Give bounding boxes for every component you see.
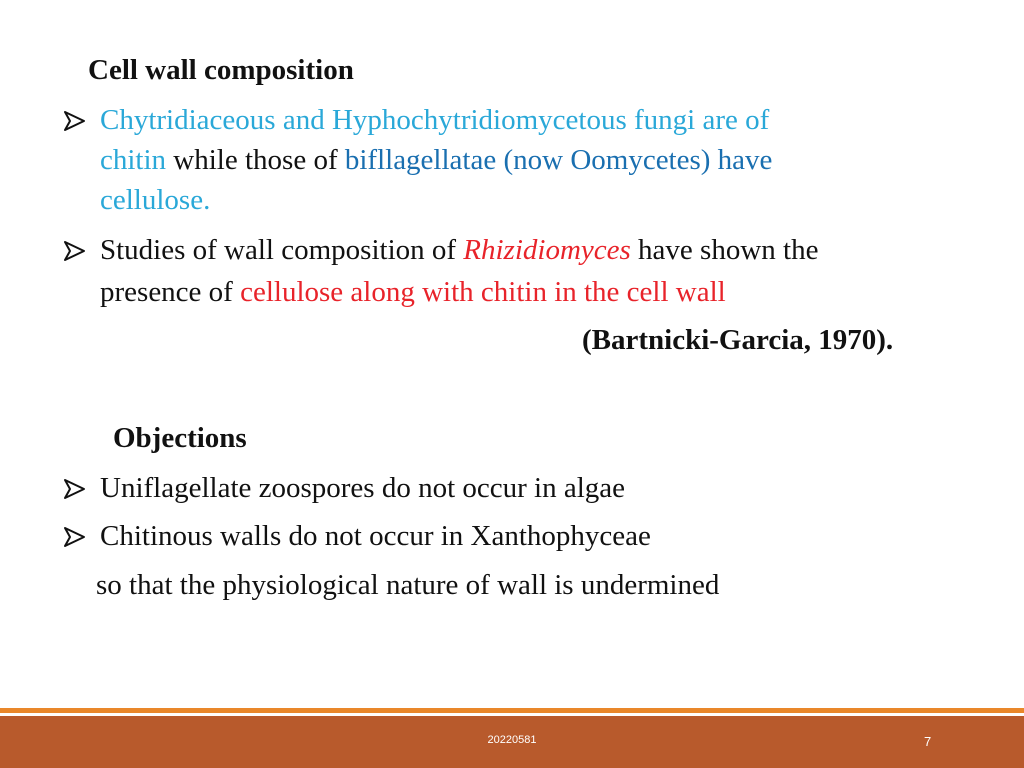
footer-bar bbox=[0, 716, 1024, 768]
bullet2-highlight: cellulose along with chitin in the cell wall bbox=[240, 276, 726, 308]
bullet3: Uniflagellate zoospores do not occur in algae bbox=[100, 472, 626, 504]
bullet4: Chitinous walls do not occur in Xanthophyceae bbox=[100, 520, 651, 552]
bullet1-line2 bbox=[100, 140, 772, 180]
bullet1-line1: Chytridiaceous and Hyphochytridiomycetous fungi are of bbox=[100, 104, 770, 136]
bullet1-chitin: chitin bbox=[100, 144, 167, 176]
footer-accent-line bbox=[0, 708, 1024, 713]
bullet1-oomycetes: bifllagellatae (now Oomycetes) have bbox=[344, 144, 773, 176]
note: so that the physiological nature of wall is undermined bbox=[96, 569, 720, 601]
bullet2-line1 bbox=[100, 230, 818, 270]
bullet2-intro: Studies of wall composition of bbox=[100, 234, 464, 266]
citation: (Bartnicki-Garcia, 1970). bbox=[582, 324, 894, 356]
bullet2-shown: have shown the bbox=[630, 234, 819, 266]
bullet2-line2 bbox=[100, 272, 726, 312]
bullet1-connector: while those of bbox=[166, 144, 345, 176]
arrow-bullet-icon bbox=[62, 476, 88, 502]
bullet1-line3: cellulose. bbox=[100, 184, 211, 216]
page-number: 7 bbox=[924, 734, 932, 749]
heading-cell-wall: Cell wall composition bbox=[88, 54, 354, 86]
arrow-bullet-icon bbox=[62, 108, 88, 134]
arrow-bullet-icon bbox=[62, 524, 88, 550]
arrow-bullet-icon bbox=[62, 238, 88, 264]
footer-date: 20220581 bbox=[487, 734, 537, 746]
bullet2-genus: Rhizidiomyces bbox=[463, 234, 631, 266]
bullet2-presence: presence of bbox=[100, 276, 241, 308]
heading-objections: Objections bbox=[113, 422, 247, 454]
